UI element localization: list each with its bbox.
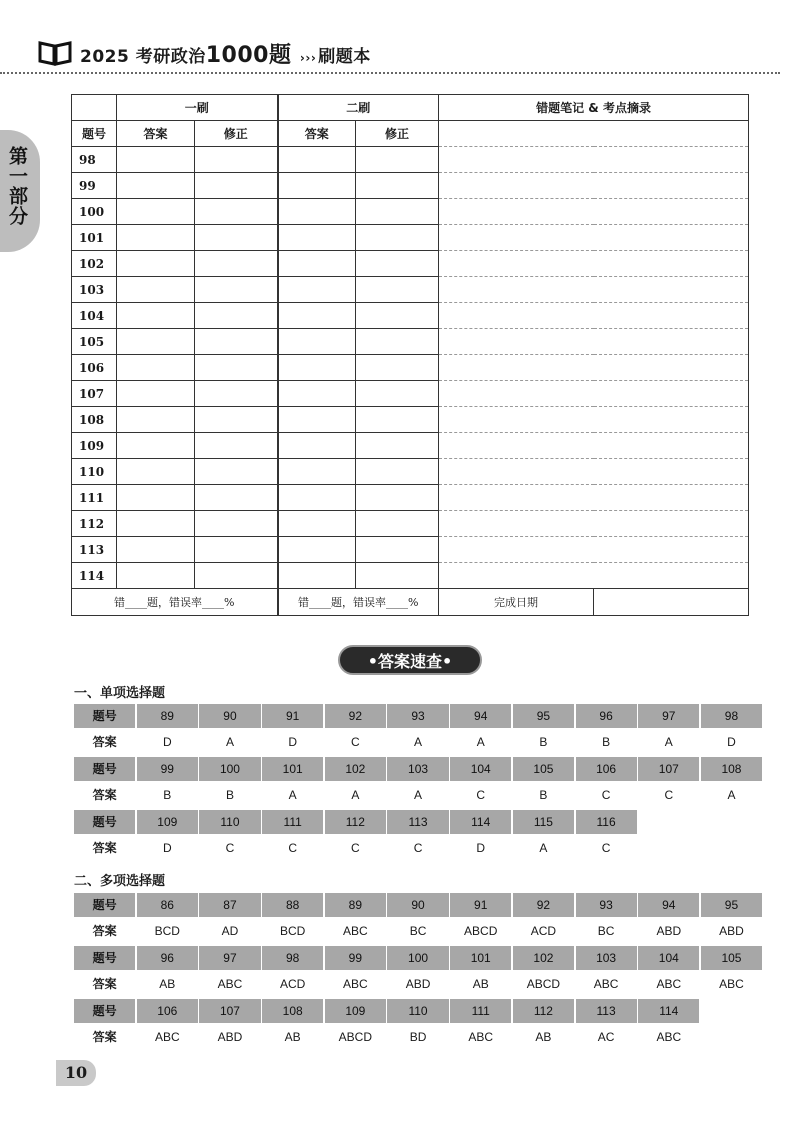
record-row <box>72 511 749 537</box>
round2-answer-cell[interactable] <box>278 485 356 511</box>
col-answer-2: 答案 <box>278 121 356 147</box>
notes-line <box>439 121 749 147</box>
notes-line[interactable] <box>439 251 749 277</box>
answer-cell: D <box>162 841 172 855</box>
question-number: 107 <box>72 381 117 407</box>
answer-cell: AC <box>597 1030 615 1044</box>
question-number-cell: 107 <box>199 999 260 1023</box>
round1-fix-cell[interactable] <box>195 407 278 433</box>
round1-answer-cell[interactable] <box>117 485 195 511</box>
page-header <box>38 38 371 68</box>
question-number-cell: 105 <box>513 757 574 781</box>
question-number: 106 <box>72 355 117 381</box>
question-number-cell: 97 <box>638 704 699 728</box>
round1-answer-cell[interactable] <box>117 433 195 459</box>
round2-answer-cell[interactable] <box>278 303 356 329</box>
round1-answer-cell[interactable] <box>117 147 195 173</box>
round2-answer-cell[interactable] <box>278 537 356 563</box>
multi-number-row <box>74 946 764 970</box>
round2-fix-cell[interactable] <box>356 225 439 251</box>
question-number-cell: 96 <box>137 946 198 970</box>
notes-line[interactable] <box>439 459 749 485</box>
multi-answer-row <box>74 972 764 996</box>
round1-fix-cell[interactable] <box>195 485 278 511</box>
record-row <box>72 563 749 589</box>
answer-cell: ABC <box>656 977 682 991</box>
question-number-cell: 105 <box>701 946 762 970</box>
round2-answer-cell[interactable] <box>278 433 356 459</box>
question-number: 109 <box>72 433 117 459</box>
round2-fix-cell[interactable] <box>356 199 439 225</box>
question-number: 108 <box>72 407 117 433</box>
notes-line[interactable] <box>439 355 749 381</box>
answer-cell: A <box>727 788 736 802</box>
multi-number-row <box>74 999 701 1023</box>
multi-choice-title: 二、多项选择题 <box>74 874 166 889</box>
round2-fix-cell[interactable] <box>356 511 439 537</box>
completion-date-label: 完成日期 <box>439 589 594 616</box>
round1-answer-cell[interactable] <box>117 303 195 329</box>
answer-cell: A <box>476 735 485 749</box>
practice-record-table <box>71 94 749 616</box>
number-label: 题号 <box>74 893 135 917</box>
question-number: 114 <box>72 563 117 589</box>
answer-cell: D <box>288 735 297 749</box>
notes-header: 错题笔记 & 考点摘录 <box>439 95 749 121</box>
question-number: 102 <box>72 251 117 277</box>
answer-cell: B <box>225 788 234 802</box>
question-number-cell: 104 <box>450 757 511 781</box>
round2-fix-cell[interactable] <box>356 355 439 381</box>
book-icon <box>38 40 72 66</box>
answer-cell: D <box>727 735 736 749</box>
notes-line[interactable] <box>439 407 749 433</box>
round1-answer-cell[interactable] <box>117 251 195 277</box>
round1-fix-cell[interactable] <box>195 381 278 407</box>
question-number-cell: 89 <box>325 893 386 917</box>
question-number-cell: 108 <box>701 757 762 781</box>
question-number-cell: 95 <box>701 893 762 917</box>
answer-cell: ABC <box>343 977 368 991</box>
part-tab <box>0 130 40 252</box>
round2-answer-cell[interactable] <box>278 381 356 407</box>
answer-cell: C <box>225 841 235 855</box>
question-number-cell: 86 <box>137 893 198 917</box>
number-label: 题号 <box>74 757 135 781</box>
question-number: 99 <box>72 173 117 199</box>
round2-fix-cell[interactable] <box>356 407 439 433</box>
record-row <box>72 485 749 511</box>
question-number-cell: 93 <box>576 893 637 917</box>
round2-answer-cell[interactable] <box>278 251 356 277</box>
question-number-cell: 112 <box>513 999 574 1023</box>
answer-label: 答案 <box>92 1030 117 1044</box>
answer-cell: ABCD <box>338 1030 373 1044</box>
notes-line[interactable] <box>439 277 749 303</box>
question-number-cell: 104 <box>638 946 699 970</box>
question-number-cell: 102 <box>513 946 574 970</box>
round2-fix-cell[interactable] <box>356 303 439 329</box>
question-number-cell: 89 <box>137 704 198 728</box>
multi-number-row <box>74 893 764 917</box>
answer-cell: D <box>162 735 172 749</box>
col-answer-1: 答案 <box>117 121 195 147</box>
round2-fix-cell[interactable] <box>356 433 439 459</box>
question-number-cell: 90 <box>387 893 448 917</box>
single-number-row <box>74 810 638 834</box>
question-number-cell: 106 <box>576 757 637 781</box>
question-number-cell: 99 <box>325 946 386 970</box>
question-number-cell: 110 <box>387 999 448 1023</box>
answer-label: 答案 <box>92 924 117 938</box>
round2-summary: 错____题，错误率____% <box>278 589 439 616</box>
answer-cell: ABCD <box>526 977 561 991</box>
round1-answer-cell[interactable] <box>117 277 195 303</box>
col-no: 题号 <box>72 121 117 147</box>
question-number-cell: 114 <box>638 999 699 1023</box>
answer-cell: C <box>476 788 486 802</box>
question-number-cell: 111 <box>450 999 511 1023</box>
answer-cell: BC <box>409 924 427 938</box>
question-number-cell: 113 <box>387 810 448 834</box>
question-number-cell: 109 <box>325 999 386 1023</box>
answer-cell: AB <box>159 977 176 991</box>
answer-label: 答案 <box>92 841 117 855</box>
question-number-cell: 96 <box>576 704 637 728</box>
notes-line[interactable] <box>439 511 749 537</box>
header-title: 2025 考研政治1000题 ››› 刷题本 <box>80 42 371 68</box>
answer-cell: A <box>539 841 548 855</box>
round1-answer-cell[interactable] <box>117 225 195 251</box>
question-number-cell: 97 <box>199 946 260 970</box>
round1-answer-cell[interactable] <box>117 407 195 433</box>
round1-fix-cell[interactable] <box>195 277 278 303</box>
answer-cell: ABC <box>468 1030 494 1044</box>
record-row <box>72 225 749 251</box>
round1-answer-cell[interactable] <box>117 537 195 563</box>
answer-cell: BC <box>597 924 615 938</box>
single-choice-title: 一、单项选择题 <box>74 686 166 701</box>
answer-cell: ACD <box>279 977 306 991</box>
multi-answer-row <box>74 919 764 943</box>
answer-cell: BD <box>409 1030 427 1044</box>
round1-answer-cell[interactable] <box>117 173 195 199</box>
notes-line[interactable] <box>439 303 749 329</box>
round2-fix-cell[interactable] <box>356 277 439 303</box>
question-number-cell: 99 <box>137 757 198 781</box>
notes-line[interactable] <box>439 381 749 407</box>
question-number: 113 <box>72 537 117 563</box>
question-number-cell: 116 <box>576 810 637 834</box>
round2-answer-cell[interactable] <box>278 407 356 433</box>
question-number: 110 <box>72 459 117 485</box>
number-label: 题号 <box>74 810 135 834</box>
question-number: 104 <box>72 303 117 329</box>
question-number-cell: 103 <box>387 757 448 781</box>
round2-fix-cell[interactable] <box>356 459 439 485</box>
answer-cell: ABCD <box>464 924 498 938</box>
answer-cell: ABC <box>343 924 368 938</box>
round2-answer-cell[interactable] <box>278 225 356 251</box>
round2-answer-cell[interactable] <box>278 147 356 173</box>
number-label: 题号 <box>74 704 135 728</box>
answer-cell: ABC <box>593 977 619 991</box>
round1-fix-cell[interactable] <box>195 433 278 459</box>
notes-line[interactable] <box>439 173 749 199</box>
answer-cell: AB <box>472 977 489 991</box>
answer-cell: A <box>414 735 423 749</box>
answer-cell: ABD <box>405 977 431 991</box>
round2-answer-cell[interactable] <box>278 563 356 589</box>
question-number-cell: 114 <box>450 810 511 834</box>
question-number: 100 <box>72 199 117 225</box>
round1-summary: 错____题，错误率____% <box>72 589 278 616</box>
question-number-cell: 101 <box>450 946 511 970</box>
round2-answer-cell[interactable] <box>278 355 356 381</box>
answer-label: 答案 <box>92 735 117 749</box>
question-number-cell: 88 <box>262 893 323 917</box>
question-number: 112 <box>72 511 117 537</box>
answer-cell: C <box>413 841 423 855</box>
answer-cell: B <box>539 788 548 802</box>
notes-line[interactable] <box>439 199 749 225</box>
notes-line[interactable] <box>439 537 749 563</box>
quick-answer-banner: •答案速查• <box>338 645 482 675</box>
question-number-cell: 113 <box>576 999 637 1023</box>
question-number-cell: 94 <box>450 704 511 728</box>
question-number-cell: 103 <box>576 946 637 970</box>
round2-header: 二刷 <box>278 95 439 121</box>
round1-fix-cell[interactable] <box>195 537 278 563</box>
record-row <box>72 433 749 459</box>
question-number: 111 <box>72 485 117 511</box>
answer-cell: ABC <box>217 977 243 991</box>
record-row <box>72 355 749 381</box>
answer-cell: C <box>664 788 674 802</box>
answer-cell: A <box>225 735 234 749</box>
answer-cell: BCD <box>279 924 306 938</box>
answer-cell: AB <box>535 1030 552 1044</box>
round1-fix-cell[interactable] <box>195 329 278 355</box>
question-number-cell: 91 <box>450 893 511 917</box>
answer-cell: ABC <box>656 1030 682 1044</box>
record-row <box>72 329 749 355</box>
question-number-cell: 87 <box>199 893 260 917</box>
record-row <box>72 459 749 485</box>
notes-line[interactable] <box>439 485 749 511</box>
answer-cell: AD <box>221 924 239 938</box>
answer-cell: B <box>602 735 611 749</box>
round1-fix-cell[interactable] <box>195 459 278 485</box>
answer-cell: ABD <box>719 924 744 938</box>
answer-cell: B <box>539 735 548 749</box>
round1-fix-cell[interactable] <box>195 511 278 537</box>
answer-cell: A <box>414 788 423 802</box>
answer-cell: ABD <box>656 924 682 938</box>
answer-cell: A <box>664 735 673 749</box>
question-number-cell: 101 <box>262 757 323 781</box>
question-number-cell: 92 <box>513 893 574 917</box>
notes-line[interactable] <box>439 329 749 355</box>
question-number: 98 <box>72 147 117 173</box>
completion-date-field[interactable] <box>594 589 749 616</box>
round1-fix-cell[interactable] <box>195 173 278 199</box>
round2-fix-cell[interactable] <box>356 147 439 173</box>
question-number-cell: 109 <box>137 810 198 834</box>
round1-fix-cell[interactable] <box>195 251 278 277</box>
round2-fix-cell[interactable] <box>356 563 439 589</box>
notes-line[interactable] <box>439 147 749 173</box>
record-row <box>72 381 749 407</box>
round2-fix-cell[interactable] <box>356 173 439 199</box>
single-number-row <box>74 757 764 781</box>
round1-answer-cell[interactable] <box>117 511 195 537</box>
notes-line[interactable] <box>439 225 749 251</box>
round1-fix-cell[interactable] <box>195 355 278 381</box>
round2-answer-cell[interactable] <box>278 329 356 355</box>
col-fix-1: 修正 <box>195 121 278 147</box>
answer-cell: C <box>601 841 611 855</box>
round1-fix-cell[interactable] <box>195 303 278 329</box>
single-number-row <box>74 704 764 728</box>
round1-fix-cell[interactable] <box>195 199 278 225</box>
round1-fix-cell[interactable] <box>195 563 278 589</box>
question-number-cell: 108 <box>262 999 323 1023</box>
round1-answer-cell[interactable] <box>117 381 195 407</box>
record-row <box>72 251 749 277</box>
question-number: 101 <box>72 225 117 251</box>
answer-cell: ACD <box>530 924 557 938</box>
single-answer-row <box>74 836 638 860</box>
round1-header: 一刷 <box>117 95 278 121</box>
question-number-cell: 98 <box>262 946 323 970</box>
question-number-cell: 95 <box>513 704 574 728</box>
question-number-cell: 115 <box>513 810 574 834</box>
answer-label: 答案 <box>92 788 117 802</box>
answer-cell: C <box>288 841 297 855</box>
record-row <box>72 173 749 199</box>
single-answer-row <box>74 783 764 807</box>
col-fix-2: 修正 <box>356 121 439 147</box>
question-number-cell: 100 <box>199 757 260 781</box>
question-number-cell: 110 <box>199 810 260 834</box>
round2-fix-cell[interactable] <box>356 381 439 407</box>
answer-cell: ABC <box>154 1030 180 1044</box>
record-row <box>72 537 749 563</box>
answer-cell: C <box>351 841 360 855</box>
round2-answer-cell[interactable] <box>278 199 356 225</box>
answer-cell: AB <box>284 1030 301 1044</box>
number-label: 题号 <box>74 946 135 970</box>
round2-answer-cell[interactable] <box>278 277 356 303</box>
header-divider <box>0 72 780 74</box>
record-row <box>72 147 749 173</box>
round1-answer-cell[interactable] <box>117 329 195 355</box>
round2-answer-cell[interactable] <box>278 459 356 485</box>
question-number-cell: 107 <box>638 757 699 781</box>
round2-fix-cell[interactable] <box>356 251 439 277</box>
question-number-cell: 106 <box>137 999 198 1023</box>
answer-cell: C <box>601 788 611 802</box>
question-number-cell: 94 <box>638 893 699 917</box>
round1-fix-cell[interactable] <box>195 225 278 251</box>
notes-line[interactable] <box>439 433 749 459</box>
round2-fix-cell[interactable] <box>356 329 439 355</box>
round1-fix-cell[interactable] <box>195 147 278 173</box>
answer-cell: ABD <box>217 1030 243 1044</box>
round2-answer-cell[interactable] <box>278 173 356 199</box>
answer-cell: B <box>163 788 172 802</box>
page-number: 10 <box>56 1060 96 1086</box>
record-row <box>72 303 749 329</box>
question-number-cell: 91 <box>262 704 323 728</box>
question-number-cell: 90 <box>199 704 260 728</box>
question-number-cell: 92 <box>325 704 386 728</box>
question-number-cell: 93 <box>387 704 448 728</box>
question-number-cell: 111 <box>262 810 323 834</box>
record-row <box>72 199 749 225</box>
question-number-cell: 100 <box>387 946 448 970</box>
question-number-cell: 112 <box>325 810 386 834</box>
round2-fix-cell[interactable] <box>356 485 439 511</box>
answer-cell: A <box>351 788 360 802</box>
round1-answer-cell[interactable] <box>117 563 195 589</box>
question-number: 103 <box>72 277 117 303</box>
number-label: 题号 <box>74 999 135 1023</box>
question-number-cell: 102 <box>325 757 386 781</box>
notes-line[interactable] <box>439 563 749 589</box>
round1-answer-cell[interactable] <box>117 355 195 381</box>
single-answer-row <box>74 730 764 754</box>
round1-answer-cell[interactable] <box>117 459 195 485</box>
answer-cell: ABC <box>719 977 744 991</box>
record-row <box>72 277 749 303</box>
answer-cell: D <box>476 841 486 855</box>
multi-answer-row <box>74 1025 701 1049</box>
answer-cell: A <box>288 788 297 802</box>
question-number-cell: 98 <box>701 704 762 728</box>
answer-cell: BCD <box>154 924 180 938</box>
round2-answer-cell[interactable] <box>278 511 356 537</box>
round2-fix-cell[interactable] <box>356 537 439 563</box>
part-tab-label: 第一部分 <box>6 146 28 226</box>
answer-cell: C <box>351 735 360 749</box>
question-number: 105 <box>72 329 117 355</box>
round1-answer-cell[interactable] <box>117 199 195 225</box>
answer-label: 答案 <box>92 977 117 991</box>
record-row <box>72 407 749 433</box>
